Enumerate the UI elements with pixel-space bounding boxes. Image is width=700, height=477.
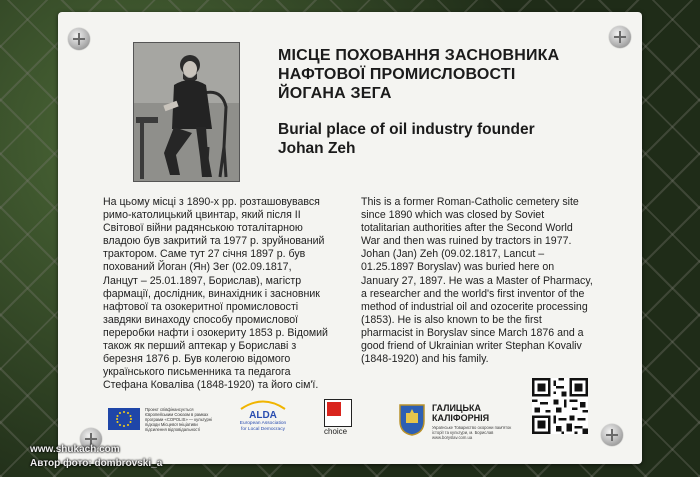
screw-top-left: [68, 28, 90, 50]
choice-square-icon: [324, 399, 352, 427]
choice-logo: [324, 399, 354, 437]
screw-top-right: [609, 26, 631, 48]
eu-flag-logo: [108, 408, 140, 430]
alda-subtitle: European Association for Local Democracy: [239, 421, 287, 432]
portrait-photo: [133, 42, 240, 182]
qr-code[interactable]: [532, 378, 588, 434]
title-ukrainian: МІСЦЕ ПОХОВАННЯ ЗАСНОВНИКА НАФТОВОЇ ПРОМИСЛОВОСТІ ЙОГАНА ЗЕГА: [278, 47, 560, 102]
galician-california-title: ГАЛИЦЬКА КАЛІФОРНІЯ: [432, 403, 490, 423]
alda-name: ALDA: [249, 410, 277, 421]
body-text-ukrainian: На цьому місці з 1890-х рр. розташовувався римо-католицький цвинтар, який після ІІ Світової війни радянською тоталітарною владою був закритий та 1977 р. зруйнований трактором. Саме тут 27 січня 1897 р. був похований Йоган (Ян) Зег (02.09.1817, Ланцут – 25.01.1897, Борислав), магістр фармації, дослідник, винахідник і засновник нафтової та озокеритної промисловості завдяки винаходу способу промислової переробки нафти і озокериту 1853 р. Відомий також як перший аптекар у Бориславі з березня 1876 р. Був колегою відомого українського письменника та педагога Стефана Коваліва (1848-1920) та його сім'ї.: [103, 196, 328, 392]
coat-of-arms-icon: [398, 403, 426, 437]
alda-logo: [234, 398, 292, 432]
galician-california-subtitle: Українське Товариство охорони пам'яток історії та культури, м. Борислав www.boryslav.com.ua: [432, 425, 512, 440]
alda-stars-icon: [237, 398, 289, 410]
choice-label: choice: [324, 427, 348, 436]
watermark-site: www.shukach.com: [30, 444, 120, 455]
eu-project-text: Проект співфінансується Європейським Союзом в рамках програми «COPOLIS» — культурні підходи Місцевої Ініціативи підсилення відповідальності: [145, 407, 213, 432]
screw-bottom-right: [601, 424, 623, 446]
title-english: Burial place of oil industry founder Johan Zeh: [278, 121, 535, 157]
watermark-author: Автор фото: dombrovski_a: [30, 458, 163, 469]
body-text-english: This is a former Roman-Catholic cemetery site since 1890 which was closed by Soviet totalitarian authorities after the Second World War and then was ruined by tractors in 1977. Johan (Jan) Zeh (09.02.1817, Lancut – 01.25.1897 Boryslav) was buried here on January 27, 1897. He was a Master of Pharmacy, a researcher and the world's first inventor of the method of industrial oil and ozocerite processing (1853). He is also known to be the first pharmacist in Boryslav since March 1876 and a good friend of Ukrainian writer Stephan Kovaliv (1848-1920) and his family.: [361, 196, 593, 366]
portrait-figure: [134, 43, 239, 181]
